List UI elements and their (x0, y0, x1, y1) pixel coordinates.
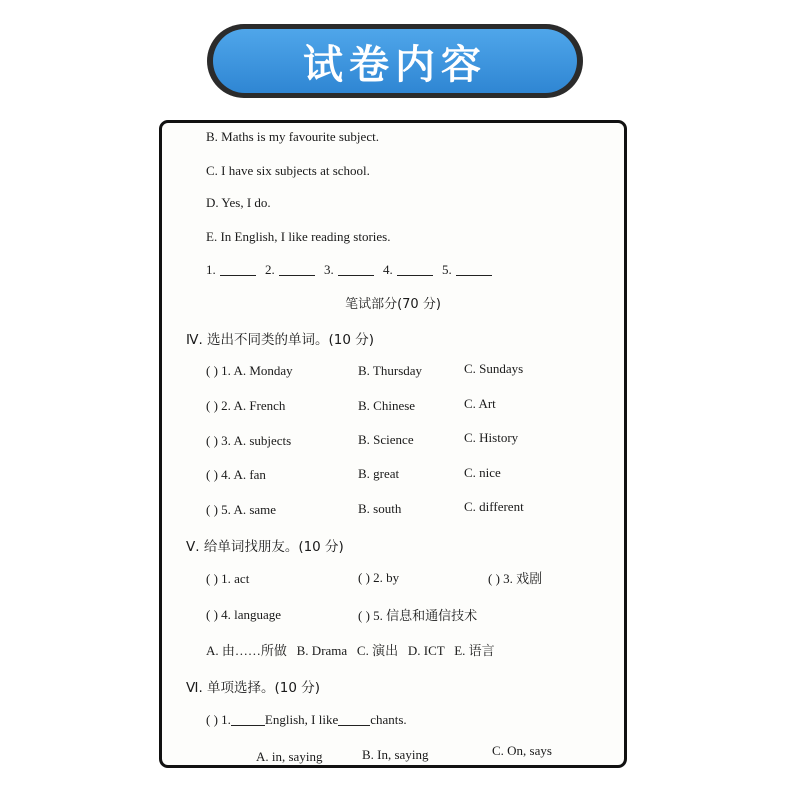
answer-label-3: 3. (324, 262, 334, 277)
s4-q1-option-b: B. Thursday (358, 363, 423, 378)
s4-q4-option-b: B. great (358, 466, 400, 481)
s6-q1-stem (206, 712, 407, 728)
s6-q1-blank-2[interactable] (338, 724, 370, 726)
option-c-sentence: C. I have six subjects at school. (206, 163, 370, 178)
s4-q3-stem: ( ) 3. A. subjects (206, 433, 292, 448)
answer-row (206, 262, 498, 278)
s4-q2-stem: ( ) 2. A. French (206, 398, 286, 413)
answer-blank-1[interactable] (220, 274, 256, 276)
answer-blank-3[interactable] (338, 274, 374, 276)
option-d-sentence: D. Yes, I do. (206, 195, 271, 210)
s5-q1: ( ) 1. act (206, 571, 250, 586)
s6-q1-option-c: C. On, says (492, 743, 552, 758)
title-banner (207, 24, 583, 98)
answer-label-5: 5. (442, 262, 452, 277)
answer-blank-4[interactable] (397, 274, 433, 276)
option-e-sentence: E. In English, I like reading stories. (206, 229, 391, 244)
banner-title: 试卷内容 (303, 41, 487, 88)
s4-q3-option-b: B. Science (358, 432, 414, 447)
s6-q1-prefix: ( ) 1. (206, 712, 231, 727)
answer-blank-5[interactable] (456, 274, 492, 276)
s4-q5-option-b: B. south (358, 501, 402, 516)
s6-q1-option-b: B. In, saying (362, 747, 429, 762)
s5-q2: ( ) 2. by (358, 570, 400, 585)
s4-q5-option-c: C. different (464, 499, 524, 514)
s6-q1-mid: English, I like (264, 712, 339, 727)
exam-paper (159, 120, 627, 768)
written-part-heading: 笔试部分(70 分) (345, 297, 441, 312)
s6-q1-suffix: chants. (370, 712, 407, 727)
s5-q3: ( ) 3. 戏剧 (488, 571, 543, 586)
answer-label-1: 1. (206, 262, 216, 277)
answer-label-2: 2. (265, 262, 275, 277)
s4-q1-stem: ( ) 1. A. Monday (206, 363, 293, 378)
answer-blank-2[interactable] (279, 274, 315, 276)
s4-q3-option-c: C. History (464, 430, 519, 445)
section-5-title: Ⅴ. 给单词找朋友。(10 分) (186, 539, 344, 555)
s5-q5: ( ) 5. 信息和通信技术 (358, 608, 478, 623)
s5-choices: A. 由……所做 B. Drama C. 演出 D. ICT E. 语言 (206, 643, 495, 658)
option-b-sentence: B. Maths is my favourite subject. (206, 129, 379, 144)
s4-q1-option-c: C. Sundays (464, 361, 524, 376)
s4-q5-stem: ( ) 5. A. same (206, 502, 277, 517)
s4-q4-option-c: C. nice (464, 465, 501, 480)
s6-q1-option-a: A. in, saying (256, 749, 323, 764)
section-6-title: Ⅵ. 单项选择。(10 分) (186, 680, 321, 696)
s4-q2-option-b: B. Chinese (358, 398, 416, 413)
s5-q4: ( ) 4. language (206, 607, 282, 622)
s4-q2-option-c: C. Art (464, 396, 496, 411)
title-banner-fill (213, 29, 577, 93)
s6-q1-blank-1[interactable] (231, 724, 265, 726)
section-4-title: Ⅳ. 选出不同类的单词。(10 分) (186, 332, 375, 348)
s4-q4-stem: ( ) 4. A. fan (206, 467, 266, 482)
answer-label-4: 4. (383, 262, 393, 277)
